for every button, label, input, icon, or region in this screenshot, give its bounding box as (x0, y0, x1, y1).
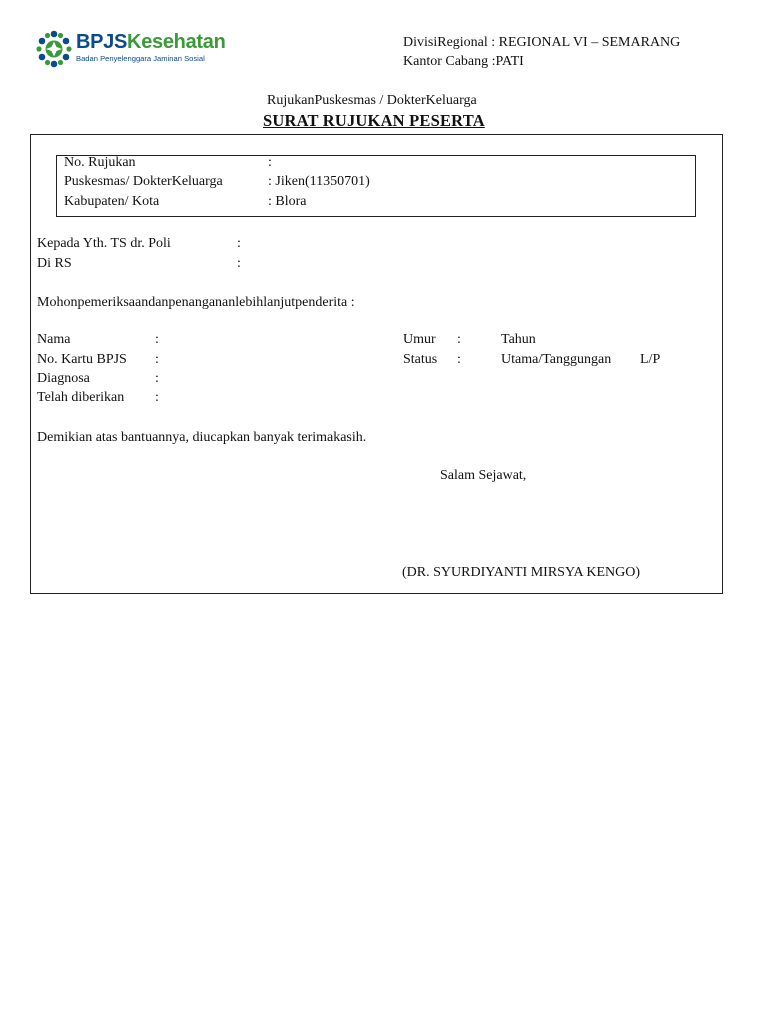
telah-diberikan-label: Telah diberikan (37, 390, 125, 405)
kepada-colon: : (237, 236, 241, 251)
puskesmas-label: Puskesmas/ DokterKeluarga (64, 174, 223, 189)
no-rujukan-label: No. Rujukan (64, 155, 136, 170)
nama-label: Nama (37, 332, 71, 347)
bpjs-logo (34, 28, 226, 70)
kantor-cabang: Kantor Cabang :PATI (403, 54, 524, 69)
signature-name: (DR. SYURDIYANTI MIRSYA KENGO) (402, 565, 641, 580)
status-value: Utama/Tanggungan (501, 352, 612, 367)
logo-brand-kesehatan: Kesehatan (127, 31, 226, 53)
umur-colon: : (457, 332, 461, 347)
no-kartu-colon: : (155, 352, 159, 367)
intro-text: Mohonpemeriksaandanpenangananlebihlanjutpenderita : (37, 295, 355, 310)
kabupaten-value: : Blora (268, 194, 307, 209)
closing-text: Demikian atas bantuannya, diucapkan banyak terimakasih. (37, 430, 367, 445)
umur-label: Umur (403, 332, 436, 347)
diagnosa-label: Diagnosa (37, 371, 90, 386)
kepada-label: Kepada Yth. TS dr. Poli (37, 236, 171, 251)
logo-tagline: Badan Penyelenggara Jaminan Sosial (76, 54, 205, 63)
salam-text: Salam Sejawat, (440, 468, 527, 483)
di-rs-label: Di RS (37, 256, 72, 271)
nama-colon: : (155, 332, 159, 347)
di-rs-colon: : (237, 256, 241, 271)
logo-brand-bpjs: BPJS (76, 31, 128, 53)
status-label: Status (403, 352, 438, 367)
logo-brand (76, 30, 226, 54)
no-kartu-label: No. Kartu BPJS (37, 352, 127, 367)
document-title: SURAT RUJUKAN PESERTA (263, 111, 485, 130)
gender-value: L/P (640, 352, 661, 367)
status-colon: : (457, 352, 461, 367)
diagnosa-colon: : (155, 371, 159, 386)
no-rujukan-value: : (268, 155, 272, 170)
divisi-regional: DivisiRegional : REGIONAL VI – SEMARANG (403, 35, 681, 50)
document-subtitle: RujukanPuskesmas / DokterKeluarga (267, 93, 477, 108)
puskesmas-value: : Jiken(11350701) (268, 174, 370, 189)
kabupaten-label: Kabupaten/ Kota (64, 194, 160, 209)
telah-diberikan-colon: : (155, 390, 159, 405)
umur-value: Tahun (501, 332, 536, 347)
bpjs-emblem-icon (34, 29, 74, 69)
